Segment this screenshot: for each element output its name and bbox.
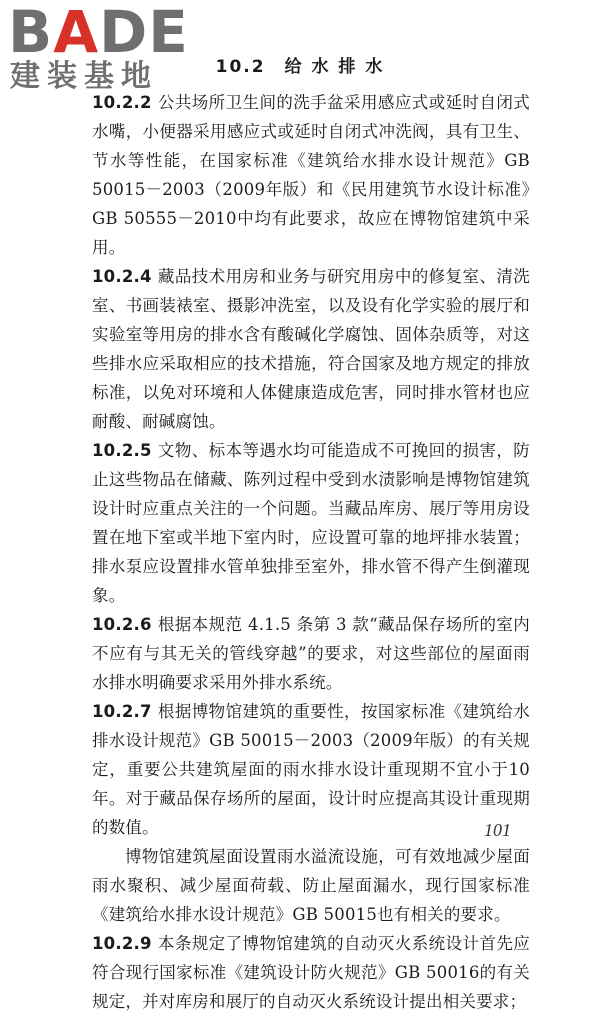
clause-text: 藏品技术用房和业务与研究用房中的修复室、清洗室、书画装裱室、摄影冲洗室，以及设有化学实验的展厅和实验室等用房的排水含有酸碱化学腐蚀、固体杂质等，对这些排水应采取相应的技术措施，符合国家及地方规定的排放标准，以免对环境和人体健康造成危害，同时排水管材也应耐酸、耐碱腐蚀。 bbox=[92, 267, 530, 431]
clause-number: 10.2.9 bbox=[92, 934, 152, 953]
clause-number: 10.2.2 bbox=[92, 93, 152, 112]
logo-letters-de: DE bbox=[99, 0, 189, 66]
clause-number: 10.2.6 bbox=[92, 615, 152, 634]
section-title: 10.2 给 水 排 水 bbox=[215, 57, 385, 77]
clause-number: 10.2.7 bbox=[92, 702, 152, 721]
clause-10-2-2 bbox=[92, 88, 530, 262]
clause-10-2-4 bbox=[92, 262, 530, 436]
document-body bbox=[92, 88, 530, 1016]
clause-10-2-9 bbox=[92, 929, 530, 1016]
clause-10-2-6 bbox=[92, 610, 530, 697]
clause-text: 博物馆建筑屋面设置雨水溢流设施，可有效地减少屋面雨水聚积、减少屋面荷载、防止屋面漏水，现行国家标准《建筑给水排水设计规范》GB 50015也有相关的要求。 bbox=[92, 847, 530, 924]
logo-letter-b: B bbox=[8, 0, 54, 66]
logo-subtitle: 建装基地 bbox=[10, 59, 158, 94]
clause-text: 根据博物馆建筑的重要性，按国家标准《建筑给水排水设计规范》GB 50015－2003（2009年版）的有关规定，重要公共建筑屋面的雨水排水设计重现期不宜小于10年。对于藏品保存场所的屋面，设计时应提高其设计重现期的数值。 bbox=[92, 702, 530, 837]
logo-letter-a: A bbox=[53, 0, 100, 66]
clause-text: 根据本规范 4.1.5 条第 3 款“藏品保存场所的室内不应有与其无关的管线穿越”的要求，对这些部位的屋面雨水排水明确要求采用外排水系统。 bbox=[92, 615, 530, 692]
clause-number: 10.2.5 bbox=[92, 441, 152, 460]
clause-text: 本条规定了博物馆建筑的自动灭火系统设计首先应符合现行国家标准《建筑设计防火规范》GB 50016的有关规定，并对库房和展厅的自动灭火系统设计提出相关要求； bbox=[92, 934, 530, 1011]
clause-text: 文物、标本等遇水均可能造成不可挽回的损害，防止这些物品在储藏、陈列过程中受到水渍影响是博物馆建筑设计时应重点关注的一个问题。当藏品库房、展厅等用房设置在地下室或半地下室内时，应设置可靠的地坪排水装置；排水泵应设置排水管单独排至室外，排水管不得产生倒灌现象。 bbox=[92, 441, 530, 605]
clause-10-2-5 bbox=[92, 436, 530, 610]
clause-text: 公共场所卫生间的洗手盆采用感应式或延时自闭式水嘴，小便器采用感应式或延时自闭式冲洗阀，具有卫生、节水等性能，在国家标准《建筑给水排水设计规范》GB 50015－2003（2009年版）和《民用建筑节水设计标准》GB 50555－2010中均有此要求，故应在博物馆建筑中采用。 bbox=[92, 93, 530, 257]
page-number: 101 bbox=[484, 820, 511, 840]
clause-10-2-7 bbox=[92, 697, 530, 842]
clause-10-2-7-continued bbox=[92, 842, 530, 929]
bade-logo bbox=[6, 0, 189, 96]
clause-number: 10.2.4 bbox=[92, 267, 152, 286]
